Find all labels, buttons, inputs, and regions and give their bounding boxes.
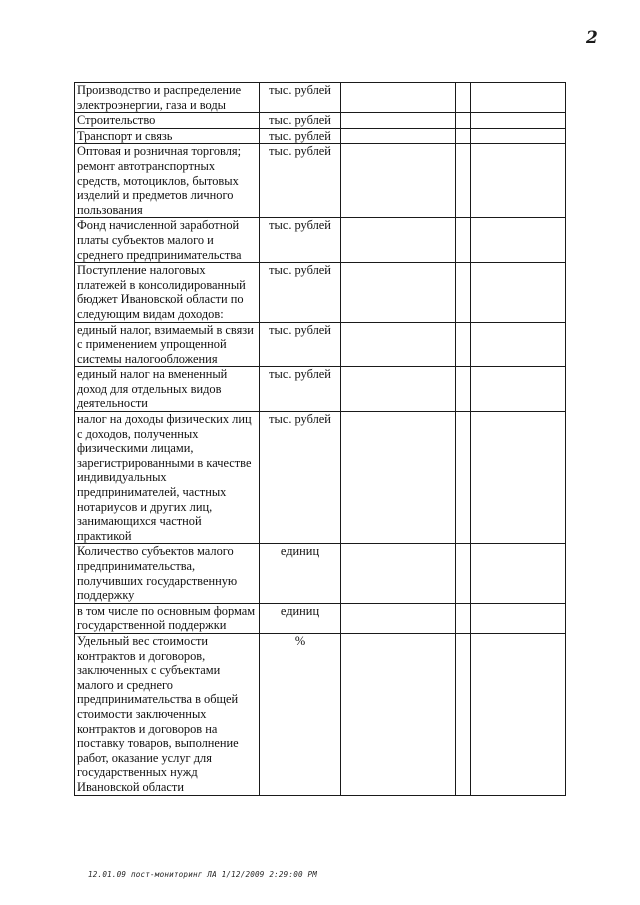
indicator-unit: тыс. рублей — [260, 144, 341, 218]
indicator-unit: тыс. рублей — [260, 367, 341, 412]
value-cell — [471, 367, 566, 412]
indicator-name: Строительство — [75, 113, 260, 129]
indicator-name: Поступление налоговых платежей в консолидированный бюджет Ивановской области по следующим видам доходов: — [75, 263, 260, 322]
table-row — [75, 83, 566, 113]
indicator-unit: тыс. рублей — [260, 83, 341, 113]
value-cell — [456, 113, 471, 129]
indicator-name: Количество субъектов малого предпринимательства, получивших государственную поддержку — [75, 544, 260, 603]
value-cell — [456, 128, 471, 144]
table-row — [75, 322, 566, 367]
indicator-unit: % — [260, 633, 341, 795]
indicator-unit: единиц — [260, 603, 341, 633]
value-cell — [341, 322, 456, 367]
table-row — [75, 144, 566, 218]
value-cell — [471, 633, 566, 795]
indicator-name: Фонд начисленной заработной платы субъектов малого и среднего предпринимательства — [75, 218, 260, 263]
indicator-unit: тыс. рублей — [260, 113, 341, 129]
value-cell — [456, 83, 471, 113]
indicator-unit: тыс. рублей — [260, 412, 341, 544]
indicator-name: в том числе по основным формам государственной поддержки — [75, 603, 260, 633]
value-cell — [341, 544, 456, 603]
indicators-table — [74, 82, 566, 796]
table-row — [75, 603, 566, 633]
indicator-name: единый налог на вмененный доход для отдельных видов деятельности — [75, 367, 260, 412]
value-cell — [341, 113, 456, 129]
value-cell — [456, 144, 471, 218]
table-row — [75, 367, 566, 412]
page-number: 2 — [586, 28, 598, 48]
indicator-unit: тыс. рублей — [260, 263, 341, 322]
value-cell — [341, 218, 456, 263]
value-cell — [471, 113, 566, 129]
value-cell — [471, 322, 566, 367]
table-row — [75, 263, 566, 322]
value-cell — [471, 128, 566, 144]
value-cell — [471, 218, 566, 263]
value-cell — [341, 412, 456, 544]
value-cell — [471, 412, 566, 544]
value-cell — [341, 367, 456, 412]
indicator-name: Удельный вес стоимости контрактов и договоров, заключенных с субъектами малого и среднего предпринимательства в общей стоимости заключенных контрактов и договоров на поставку товаров, выполнение работ, оказание услуг для государственных нужд Ивановской области — [75, 633, 260, 795]
value-cell — [341, 128, 456, 144]
value-cell — [471, 263, 566, 322]
indicator-name: Транспорт и связь — [75, 128, 260, 144]
indicator-unit: тыс. рублей — [260, 322, 341, 367]
indicator-unit: тыс. рублей — [260, 128, 341, 144]
value-cell — [456, 263, 471, 322]
indicator-name: единый налог, взимаемый в связи с применением упрощенной системы налогообложения — [75, 322, 260, 367]
value-cell — [471, 83, 566, 113]
footer-stamp: 12.01.09 пост-мониторинг ЛА 1/12/2009 2:29:00 PM — [88, 870, 318, 879]
indicator-unit: единиц — [260, 544, 341, 603]
table-row — [75, 544, 566, 603]
value-cell — [471, 603, 566, 633]
value-cell — [341, 83, 456, 113]
value-cell — [456, 412, 471, 544]
table-row — [75, 218, 566, 263]
value-cell — [456, 367, 471, 412]
value-cell — [341, 263, 456, 322]
indicator-name: Производство и распределение электроэнергии, газа и воды — [75, 83, 260, 113]
value-cell — [471, 144, 566, 218]
value-cell — [341, 144, 456, 218]
indicator-unit: тыс. рублей — [260, 218, 341, 263]
table-row — [75, 412, 566, 544]
value-cell — [456, 603, 471, 633]
value-cell — [456, 218, 471, 263]
indicator-name: налог на доходы физических лиц с доходов, полученных физическими лицами, зарегистрированными в качестве индивидуальных предпринимателей, частных нотариусов и других лиц, занимающихся частной практикой — [75, 412, 260, 544]
indicator-name: Оптовая и розничная торговля; ремонт автотранспортных средств, мотоциклов, бытовых изделий и предметов личного пользования — [75, 144, 260, 218]
value-cell — [456, 322, 471, 367]
value-cell — [456, 633, 471, 795]
value-cell — [341, 633, 456, 795]
value-cell — [341, 603, 456, 633]
table-row — [75, 633, 566, 795]
value-cell — [456, 544, 471, 603]
table-row — [75, 128, 566, 144]
value-cell — [471, 544, 566, 603]
table-row — [75, 113, 566, 129]
table-body — [75, 83, 566, 796]
